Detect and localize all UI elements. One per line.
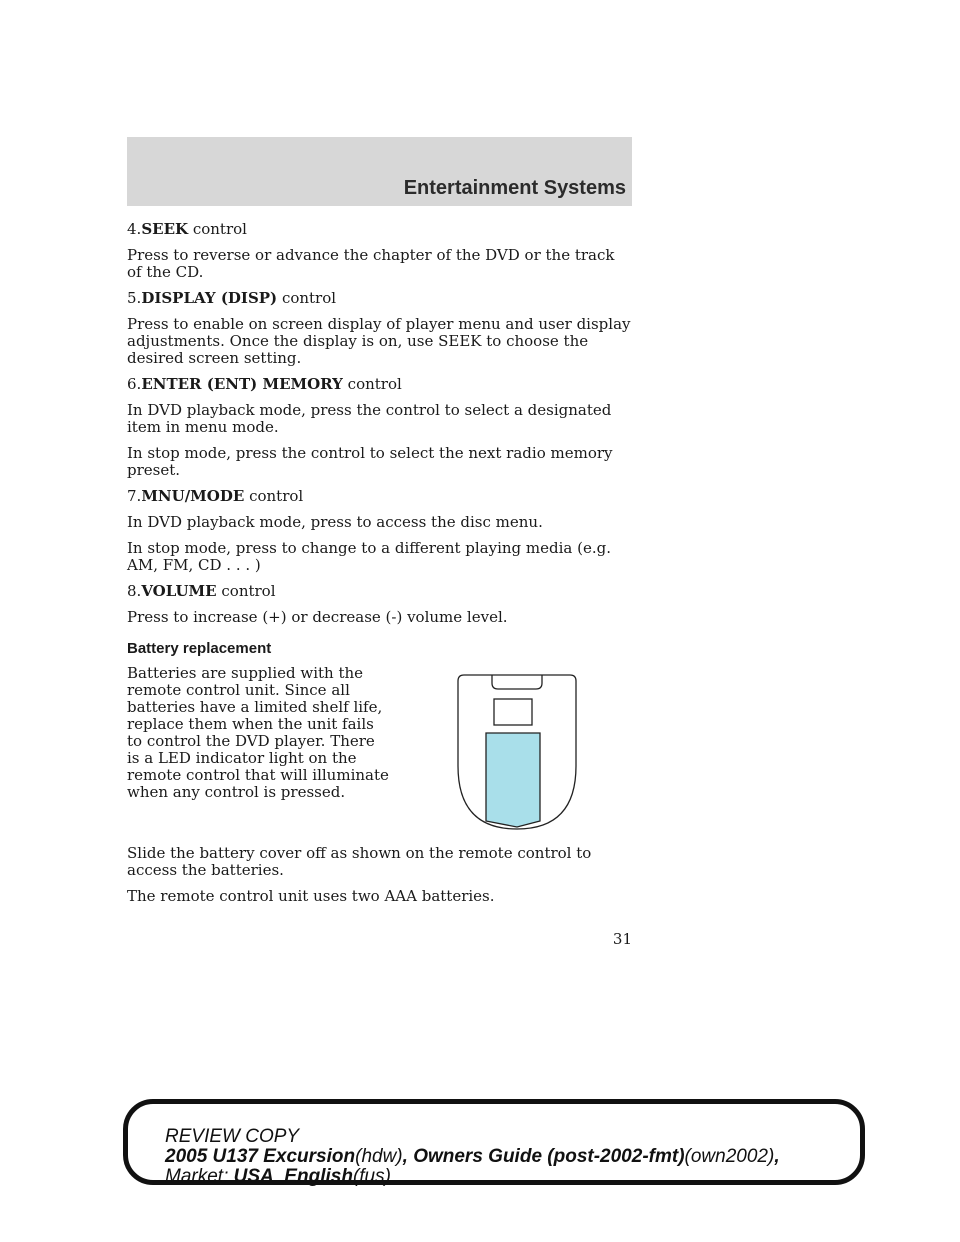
item-number: 5. bbox=[127, 289, 142, 307]
seek-description: Press to reverse or advance the chapter of the DVD or the track of the CD. bbox=[127, 246, 615, 281]
review-footer bbox=[165, 1127, 780, 1187]
page-content bbox=[127, 221, 632, 914]
remote-control-illustration bbox=[452, 671, 582, 831]
display-description: Press to enable on screen display of player menu and user display adjustments. Once the display is on, use SEEK to choose the desired screen setting. bbox=[127, 315, 631, 367]
battery-intro: Batteries are supplied with the remote control unit. Since all batteries have a limited shelf life, replace them when the unit fails to control the DVD player. There is a LED indicator light on the remote control that will illuminate when any control is pressed. bbox=[127, 664, 389, 801]
item-seek bbox=[127, 221, 632, 238]
footer-sep: , bbox=[402, 1146, 414, 1167]
item-display bbox=[127, 290, 632, 307]
item-mode bbox=[127, 488, 632, 505]
battery-slide-instruction: Slide the battery cover off as shown on the remote control to access the batteries. bbox=[127, 844, 592, 879]
remote-display-window bbox=[494, 699, 532, 725]
item-volume bbox=[127, 583, 632, 600]
footer-model: 2005 U137 Excursion bbox=[165, 1146, 356, 1167]
item-number: 7. bbox=[127, 487, 142, 505]
footer-code: (own2002) bbox=[684, 1146, 775, 1167]
item-number: 8. bbox=[127, 582, 142, 600]
footer-comma: , bbox=[774, 1146, 780, 1167]
battery-type: The remote control unit uses two AAA batteries. bbox=[127, 887, 495, 905]
footer-market: USA_English bbox=[233, 1166, 353, 1187]
control-name: SEEK bbox=[141, 220, 189, 238]
item-suffix: control bbox=[347, 375, 402, 393]
item-suffix: control bbox=[249, 487, 304, 505]
footer-line-3 bbox=[165, 1167, 780, 1187]
control-name: ENTER (ENT) MEMORY bbox=[141, 375, 343, 393]
header-bar bbox=[127, 137, 632, 206]
section-title: Entertainment Systems bbox=[403, 177, 626, 199]
battery-block bbox=[127, 665, 632, 829]
footer-market-code: (fus) bbox=[352, 1166, 391, 1187]
item-number: 6. bbox=[127, 375, 142, 393]
footer-line-2 bbox=[165, 1147, 780, 1167]
control-name: DISPLAY (DISP) bbox=[141, 289, 278, 307]
control-name: VOLUME bbox=[141, 582, 217, 600]
review-copy-label: REVIEW COPY bbox=[165, 1126, 300, 1147]
page-number: 31 bbox=[612, 930, 632, 948]
control-name: MNU/MODE bbox=[141, 487, 245, 505]
mode-description-2: In stop mode, press to change to a different playing media (e.g. AM, FM, CD . . . ) bbox=[127, 539, 611, 574]
battery-cover bbox=[486, 733, 540, 827]
footer-line-1 bbox=[165, 1127, 780, 1147]
item-number: 4. bbox=[127, 220, 142, 238]
item-suffix: control bbox=[192, 220, 247, 238]
footer-guide: Owners Guide (post-2002-fmt) bbox=[413, 1146, 685, 1167]
item-enter bbox=[127, 376, 632, 393]
item-suffix: control bbox=[221, 582, 276, 600]
battery-heading: Battery replacement bbox=[127, 640, 272, 657]
footer-market-label: Market: bbox=[165, 1166, 234, 1187]
item-suffix: control bbox=[281, 289, 337, 307]
footer-hdw: (hdw) bbox=[355, 1146, 403, 1167]
mode-description-1: In DVD playback mode, press to access the disc menu. bbox=[127, 513, 543, 531]
enter-description-2: In stop mode, press the control to select the next radio memory preset. bbox=[127, 444, 613, 479]
volume-description: Press to increase (+) or decrease (-) volume level. bbox=[127, 608, 508, 626]
enter-description-1: In DVD playback mode, press the control to select a designated item in menu mode. bbox=[127, 401, 612, 436]
